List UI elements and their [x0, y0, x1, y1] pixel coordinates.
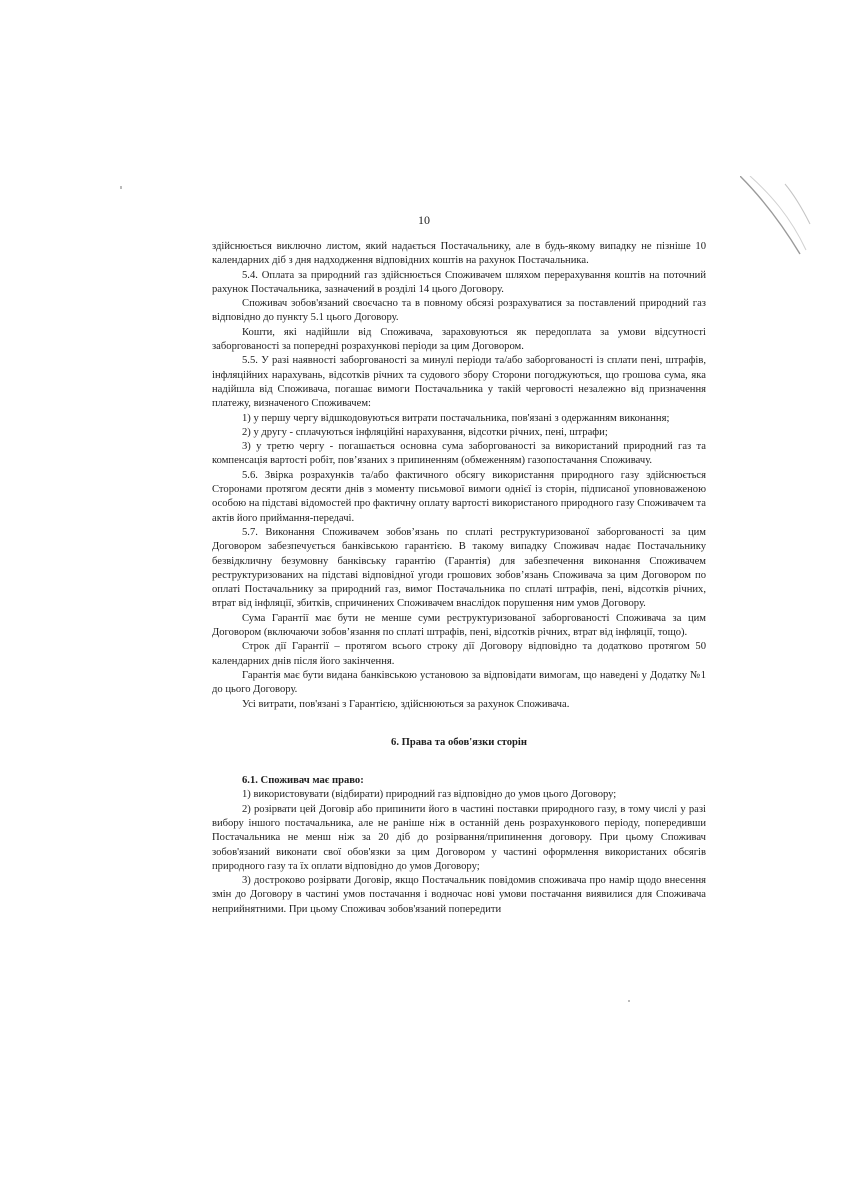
list-item: 2) у другу - сплачуються інфляційні нарахування, відсотки річних, пені, штрафи;: [242, 426, 608, 438]
list-item: 3) достроково розірвати Договір, якщо Постачальник повідомив споживача про намір щодо внесення змін до Договору в частині умов постачання і водночас нові умови постачання виявилися для Споживача неприйнятними. При цьому Споживач зобов'язаний попередити: [212, 875, 706, 915]
paragraph: Кошти, які надійшли від Споживача, зараховуються як передоплата за умови відсутності заборгованості за попередні розрахункові періоди за цим Договором.: [212, 326, 706, 353]
subsection-title: 6.1. Споживач має право:: [242, 775, 364, 787]
paragraph: 5.5. У разі наявності заборгованості за минулі періоди та/або заборгованості із сплати пені, штрафів, інфляційних нарахувань, відсотків річних та судового збору Сторони погоджуються, що грошова сума, яка надійшла від Споживача, погашає вимоги Постачальника у такій черговості незалежно від призначення платежу, визначеного Споживачем:: [212, 355, 706, 410]
paragraph: Сума Гарантії має бути не менше суми реструктуризованої заборгованості Споживача за цим Договором (включаючи зобов’язання по сплаті штрафів, пені, відсотків річних, втрат від інфляції, тощо).: [212, 612, 706, 639]
page-number: 10: [418, 213, 430, 227]
list-item: 1) у першу чергу відшкодовуються витрати постачальника, пов'язані з одержанням виконання;: [242, 412, 670, 424]
paragraph: 5.6. Звірка розрахунків та/або фактичного обсягу використання природного газу здійснюється Сторонами протягом десяти днів з моменту письмової вимоги однієї із сторін, підписаної уповноваженою особою на підставі відомостей про фактичну оплату вартості використаного природного газу Споживачем та актів його приймання-передачі.: [212, 469, 706, 524]
paragraph: Строк дії Гарантії – протягом всього строку дії Договору відповідно та додатково протягом 50 календарних днів після його закінчення.: [212, 641, 706, 667]
list-item: 2) розірвати цей Договір або припинити його в частині поставки природного газу, в тому числі у разі вибору іншого постачальника, але не раніше ніж в останній день розрахункового періоду, попередивши Постачальника не менш ніж за 20 діб до розірвання/припинення договору. При цьому Споживач зобов'язаний виконати свої обов'язки за цим Договором у частині оформлення використаних обсягів природного газу та їх оплати відповідно до умов Договору;: [212, 803, 706, 872]
paragraph: Усі витрати, пов'язані з Гарантією, здійснюються за рахунок Споживача.: [242, 698, 570, 710]
paragraph: Споживач зобов'язаний своєчасно та в повному обсязі розрахуватися за поставлений природний газ відповідно до пункту 5.1 цього Договору.: [212, 298, 706, 324]
paragraph: 5.4. Оплата за природний газ здійснюється Споживачем шляхом перерахування коштів на поточний рахунок Постачальника, зазначений в розділі 14 цього Договору.: [212, 269, 706, 295]
paragraph: Гарантія має бути видана банківською установою за відповідати вимогам, що наведені у Додатку №1 до цього Договору.: [212, 669, 706, 696]
page-curl-decoration: [740, 176, 820, 256]
section-title: 6. Права та обов'язки сторін: [391, 736, 527, 748]
list-item: 3) у третю чергу - погашається основна сума заборгованості за використаний природний газ та компенсація вартості робіт, пов’язаних з припиненням (обмеженням) газопостачання Споживачу.: [212, 441, 706, 467]
document-body: [212, 240, 706, 917]
scan-speck: [628, 1000, 630, 1002]
list-item: 1) використовувати (відбирати) природний газ відповідно до умов цього Договору;: [242, 789, 617, 801]
scan-speck: [120, 186, 122, 189]
paragraph: 5.7. Виконання Споживачем зобов’язань по сплаті реструктуризованої заборгованості за цим Договором забезпечується банківською гарантією. В такому випадку Споживач надає Постачальнику безвідкличну безумовну банківську гарантію (Гарантія) для забезпечення виконання Споживачем реструктуризованих на підставі відповідної угоди грошових зобов’язань Споживача за цим Договором по оплаті Постачальнику за природний газ, вимог Постачальника по сплаті штрафів, пені, відсотків річних, втрат від інфляції, збитків, спричинених Споживачем внаслідок порушення ним умов Договору.: [212, 526, 706, 610]
paragraph: здійснюється виключно листом, який надається Постачальнику, але в будь-якому випадку не пізніше 10 календарних діб з дня надходження відповідних коштів на рахунок Постачальника.: [212, 241, 706, 267]
